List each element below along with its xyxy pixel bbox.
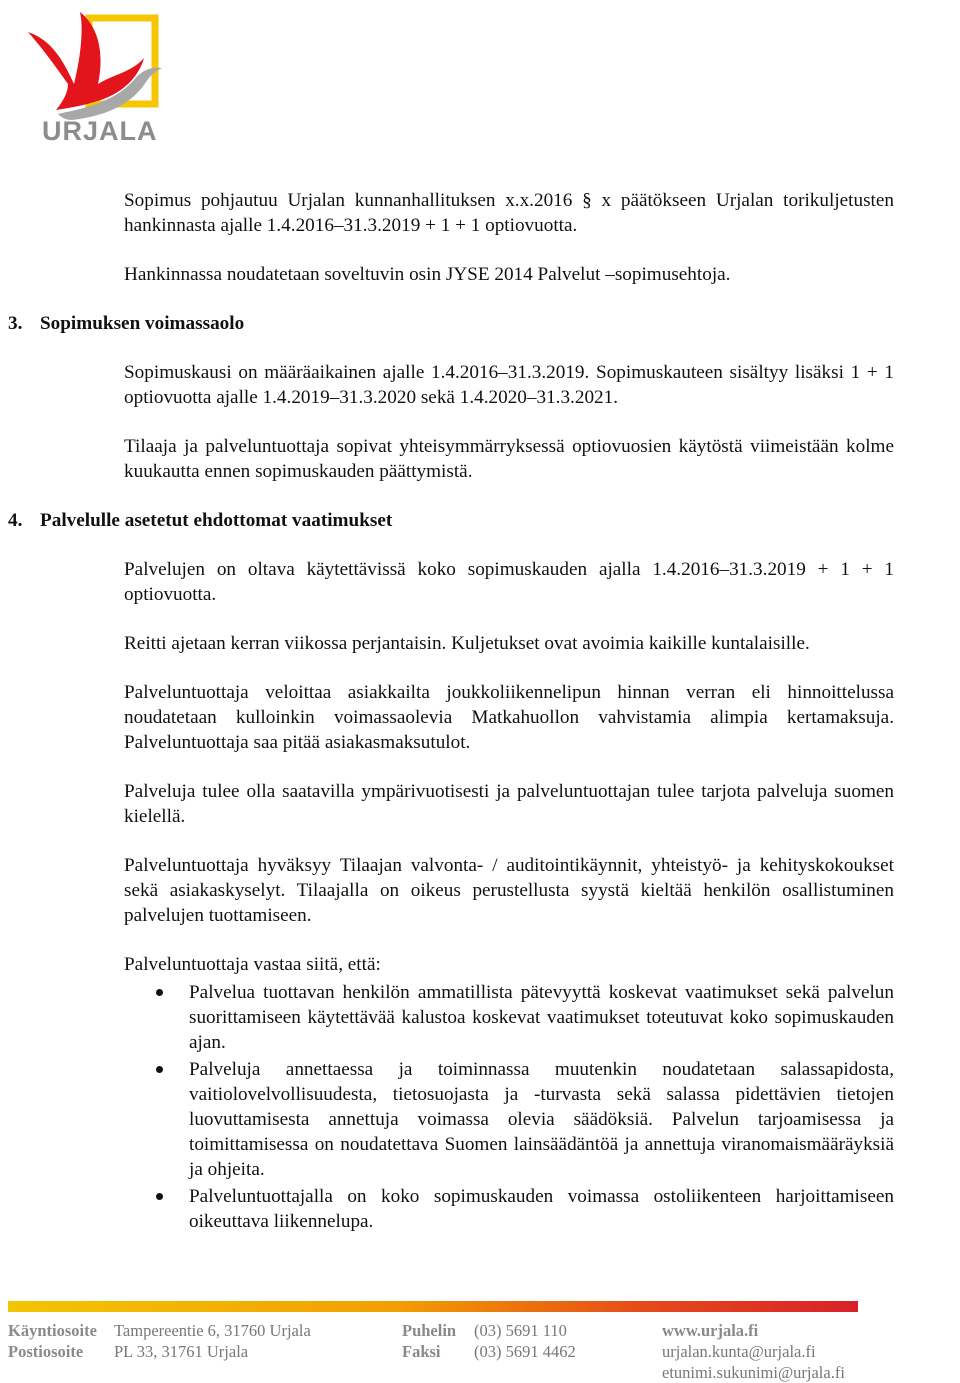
section-3-number: 3.: [8, 313, 23, 334]
phone-label: Puhelin: [402, 1321, 457, 1340]
logo-text: URJALA: [42, 116, 158, 146]
postal-address-label: Postiosoite: [8, 1342, 84, 1361]
footer-web-col: [662, 1320, 845, 1383]
footer-color-bar: [8, 1301, 858, 1312]
section-4-paragraph-3: Palveluntuottaja veloittaa asiakkailta joukkoliikennelipun hinnan verran eli hinnoittelussa noudatetaan kulloinkin voimassaolevia Matkahuollon vahvistamia alimpia kertamaksuja. Palveluntuottaja saa pitää asiakasmaksutulot.: [124, 682, 894, 753]
section-4-paragraph-2: Reitti ajetaan kerran viikossa perjantaisin. Kuljetukset ovat avoimia kaikille kuntalaisille.: [124, 633, 810, 654]
footer-phone-labels: [402, 1320, 456, 1362]
fax-value: (03) 5691 4462: [474, 1342, 576, 1361]
email-link-personal[interactable]: etunimi.sukunimi@urjala.fi: [662, 1363, 845, 1382]
section-4-title: Palvelulle asetetut ehdottomat vaatimukset: [40, 510, 393, 531]
footer-labels-col: [8, 1320, 97, 1362]
bullet-icon: [156, 1193, 163, 1200]
fax-label: Faksi: [402, 1342, 441, 1361]
website-link[interactable]: www.urjala.fi: [662, 1321, 759, 1340]
bullet-icon: [156, 989, 163, 996]
phone-value: (03) 5691 110: [474, 1321, 567, 1340]
section-4-number: 4.: [8, 510, 23, 531]
postal-address-value: PL 33, 31761 Urjala: [114, 1342, 249, 1361]
list-item: Palvelua tuottavan henkilön ammatillista pätevyyttä koskevat vaatimukset sekä palvelun suorittamiseen käytettävää kalustoa koskevat vaatimukset toteutuvat koko sopimuskauden ajan.: [124, 980, 894, 1055]
bullet-icon: [156, 1066, 163, 1073]
section-4-paragraph-5: Palveluntuottaja hyväksyy Tilaajan valvonta- / auditointikäynnit, yhteistyö- ja kehityskokoukset sekä asiakaskyselyt. Tilaajalla on oikeus perustellusta syystä kieltää henkilön osallistuminen palvelujen tuottamiseen.: [124, 855, 894, 926]
section-4-paragraph-6: Palveluntuottaja vastaa siitä, että:: [124, 954, 381, 975]
visit-address-label: Käyntiosoite: [8, 1321, 97, 1340]
section-3-paragraph-1: Sopimuskausi on määräaikainen ajalle 1.4.2016–31.3.2019. Sopimuskauteen sisältyy lisäksi 1 + 1 optiovuotta ajalle 1.4.2019–31.3.2020 sekä 1.4.2020–31.3.2021.: [124, 362, 894, 408]
section-4-heading: [8, 508, 888, 533]
document-body: [0, 188, 960, 1236]
footer-address-col: [114, 1320, 311, 1362]
section-4-paragraph-4: Palveluja tulee olla saatavilla ympärivuotisesti ja palveluntuottajan tulee tarjota palveluja suomen kielellä.: [124, 781, 894, 827]
intro-paragraph-1: Sopimus pohjautuu Urjalan kunnanhallituksen x.x.2016 § x päätökseen Urjalan torikuljetusten hankinnasta ajalle 1.4.2016–31.3.2019 + 1 + 1 optiovuotta.: [124, 190, 894, 236]
visit-address-value: Tampereentie 6, 31760 Urjala: [114, 1321, 311, 1340]
section-3-title: Sopimuksen voimassaolo: [40, 313, 245, 334]
section-3-paragraph-2: Tilaaja ja palveluntuottaja sopivat yhteisymmärryksessä optiovuosien käytöstä viimeistään kolme kuukautta ennen sopimuskauden päättymistä.: [124, 436, 894, 482]
list-item: Palveluntuottajalla on koko sopimuskauden voimassa ostoliikenteen harjoittamiseen oikeuttava liikennelupa.: [124, 1184, 894, 1234]
requirements-list: [124, 980, 894, 1234]
email-link-municipality[interactable]: urjalan.kunta@urjala.fi: [662, 1342, 816, 1361]
intro-paragraph-2: Hankinnassa noudatetaan soveltuvin osin JYSE 2014 Palvelut –sopimusehtoja.: [124, 264, 731, 285]
section-3-heading: [8, 311, 888, 336]
footer-phone-values: [474, 1320, 576, 1362]
section-4-paragraph-1: Palvelujen on oltava käytettävissä koko sopimuskauden ajalla 1.4.2016–31.3.2019 + 1 + 1 optiovuotta.: [124, 559, 894, 605]
list-item: Palveluja annettaessa ja toiminnassa muutenkin noudatetaan salassapidosta, vaitiolovelvollisuudesta, tietosuojasta ja -turvasta sekä salassa pidettävien tietojen luovuttamisesta annettuja voimassa olevia säädöksiä. Palvelun tarjoamisessa ja toimittamisessa on noudatettava Suomen lainsäädäntöä ja annettuja viranomaismääräyksiä ja ohjeita.: [124, 1057, 894, 1182]
